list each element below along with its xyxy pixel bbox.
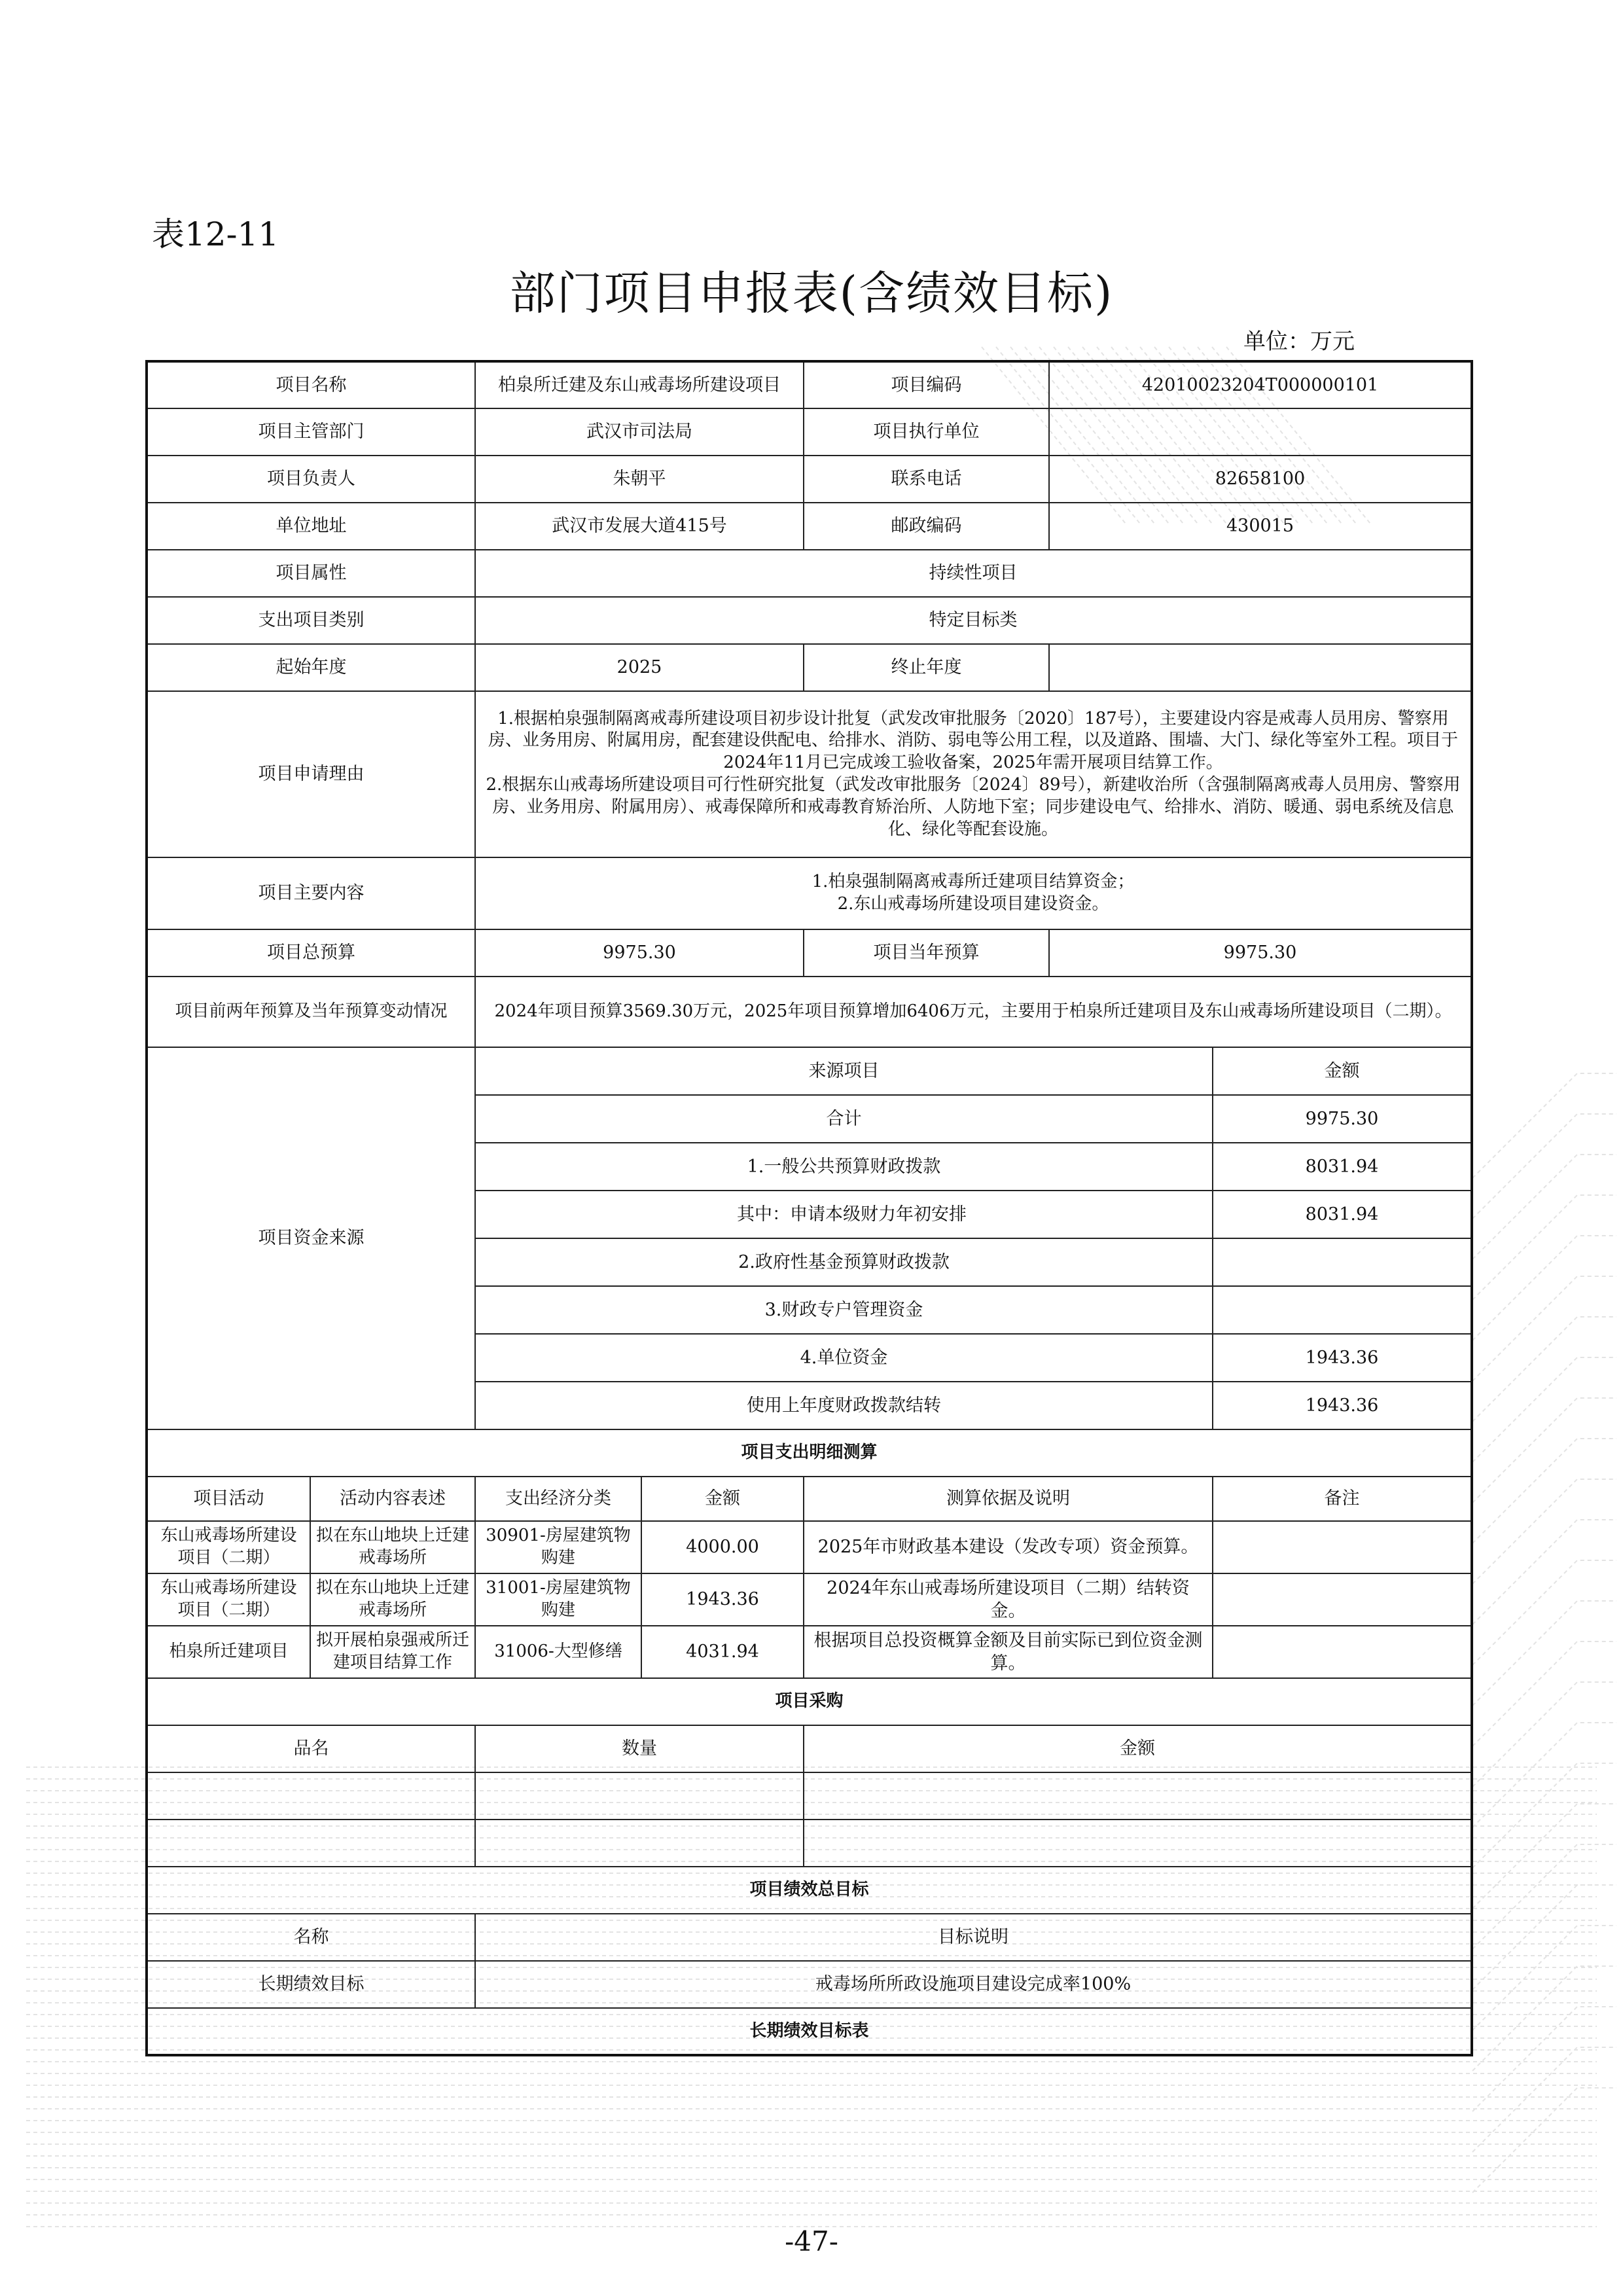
end-year-label: 终止年度 <box>804 644 1049 691</box>
expense-activity: 柏泉所迁建项目 <box>147 1626 310 1678</box>
funding-amount-header: 金额 <box>1213 1047 1472 1095</box>
procurement-amount <box>804 1772 1472 1820</box>
expense-amount: 1943.36 <box>641 1573 804 1626</box>
table-number: 表12-11 <box>152 215 279 253</box>
funding-source-amount <box>1213 1238 1472 1286</box>
row-dept <box>147 408 1472 456</box>
expense-header-desc: 活动内容表述 <box>310 1477 475 1521</box>
funding-source-amount <box>1213 1286 1472 1334</box>
performance-section-title-row <box>147 1867 1472 1914</box>
row-budget-change <box>147 977 1472 1047</box>
dept-label: 项目主管部门 <box>147 408 475 456</box>
expense-remark <box>1213 1626 1472 1678</box>
category-value: 特定目标类 <box>475 597 1472 644</box>
budget-change-label: 项目前两年预算及当年预算变动情况 <box>147 977 475 1047</box>
procurement-amount <box>804 1820 1472 1867</box>
procurement-qty <box>475 1772 804 1820</box>
current-budget-value: 9975.30 <box>1049 929 1472 977</box>
current-budget-label: 项目当年预算 <box>804 929 1049 977</box>
row-content <box>147 857 1472 929</box>
expense-header-row <box>147 1477 1472 1521</box>
total-budget-value: 9975.30 <box>475 929 804 977</box>
funding-source-name: 3.财政专户管理资金 <box>475 1286 1213 1334</box>
expense-desc: 拟在东山地块上迁建戒毒场所 <box>310 1521 475 1573</box>
row-reason <box>147 691 1472 857</box>
long-term-goal-label: 长期绩效目标 <box>147 1961 475 2008</box>
page-number: -47- <box>785 2225 838 2257</box>
reason-label: 项目申请理由 <box>147 691 475 857</box>
leader-value: 朱朝平 <box>475 456 804 503</box>
performance-long-term-row <box>147 1961 1472 2008</box>
expense-basis: 根据项目总投资概算金额及目前实际已到位资金测算。 <box>804 1626 1213 1678</box>
funding-header-row <box>147 1047 1472 1095</box>
end-year-value <box>1049 644 1472 691</box>
address-label: 单位地址 <box>147 503 475 550</box>
unit-label: 单位：万元 <box>1243 329 1355 355</box>
expense-header-remark: 备注 <box>1213 1477 1472 1521</box>
content-text: 1.柏泉强制隔离戒毒所迁建项目结算资金； 2.东山戒毒场所建设项目建设资金。 <box>475 857 1472 929</box>
performance-desc-header: 目标说明 <box>475 1914 1472 1961</box>
budget-change-text: 2024年项目预算3569.30万元，2025年项目预算增加6406万元，主要用于柏泉所迁建项目及东山戒毒场所建设项目（二期）。 <box>475 977 1472 1047</box>
phone-value: 82658100 <box>1049 456 1472 503</box>
funding-source-header: 来源项目 <box>475 1047 1213 1095</box>
exec-unit-value <box>1049 408 1472 456</box>
funding-source-name: 使用上年度财政拨款结转 <box>475 1382 1213 1429</box>
project-name-value: 柏泉所迁建及东山戒毒场所建设项目 <box>475 361 804 408</box>
expense-econ: 31001-房屋建筑物购建 <box>475 1573 641 1626</box>
leader-label: 项目负责人 <box>147 456 475 503</box>
funding-source-amount: 1943.36 <box>1213 1334 1472 1382</box>
content-label: 项目主要内容 <box>147 857 475 929</box>
expense-basis: 2024年东山戒毒场所建设项目（二期）结转资金。 <box>804 1573 1213 1626</box>
dept-value: 武汉市司法局 <box>475 408 804 456</box>
attr-value: 持续性项目 <box>475 550 1472 597</box>
performance-header-row <box>147 1914 1472 1961</box>
procurement-qty <box>475 1820 804 1867</box>
procurement-row <box>147 1820 1472 1867</box>
procurement-section-title-row <box>147 1678 1472 1725</box>
funding-source-name: 4.单位资金 <box>475 1334 1213 1382</box>
performance-section-title: 项目绩效总目标 <box>147 1867 1472 1914</box>
phone-label: 联系电话 <box>804 456 1049 503</box>
performance-name-header: 名称 <box>147 1914 475 1961</box>
start-year-label: 起始年度 <box>147 644 475 691</box>
funding-source-name: 2.政府性基金预算财政拨款 <box>475 1238 1213 1286</box>
expense-header-basis: 测算依据及说明 <box>804 1477 1213 1521</box>
long-term-goal-value: 戒毒场所所政设施项目建设完成率100% <box>475 1961 1472 2008</box>
row-attr <box>147 550 1472 597</box>
attr-label: 项目属性 <box>147 550 475 597</box>
long-term-table-title-row <box>147 2008 1472 2055</box>
long-term-table-title: 长期绩效目标表 <box>147 2008 1472 2055</box>
project-code-label: 项目编码 <box>804 361 1049 408</box>
procurement-header-qty: 数量 <box>475 1725 804 1772</box>
total-budget-label: 项目总预算 <box>147 929 475 977</box>
expense-desc: 拟开展柏泉强戒所迁建项目结算工作 <box>310 1626 475 1678</box>
procurement-section-title: 项目采购 <box>147 1678 1472 1725</box>
row-leader <box>147 456 1472 503</box>
project-code-value: 42010023204T000000101 <box>1049 361 1472 408</box>
funding-source-amount: 8031.94 <box>1213 1143 1472 1191</box>
expense-section-title-row <box>147 1429 1472 1477</box>
project-declaration-table <box>145 360 1473 2056</box>
funding-source-name: 其中：申请本级财力年初安排 <box>475 1191 1213 1238</box>
row-project-name <box>147 361 1472 408</box>
expense-desc: 拟在东山地块上迁建戒毒场所 <box>310 1573 475 1626</box>
row-budget <box>147 929 1472 977</box>
row-address <box>147 503 1472 550</box>
page-title: 部门项目申报表(含绩效目标) <box>509 266 1114 320</box>
expense-row <box>147 1573 1472 1626</box>
expense-econ: 30901-房屋建筑物购建 <box>475 1521 641 1573</box>
expense-activity: 东山戒毒场所建设项目（二期） <box>147 1573 310 1626</box>
expense-remark <box>1213 1521 1472 1573</box>
expense-remark <box>1213 1573 1472 1626</box>
address-value: 武汉市发展大道415号 <box>475 503 804 550</box>
expense-header-activity: 项目活动 <box>147 1477 310 1521</box>
expense-amount: 4000.00 <box>641 1521 804 1573</box>
expense-amount: 4031.94 <box>641 1626 804 1678</box>
expense-section-title: 项目支出明细测算 <box>147 1429 1472 1477</box>
exec-unit-label: 项目执行单位 <box>804 408 1049 456</box>
procurement-name <box>147 1820 475 1867</box>
row-category <box>147 597 1472 644</box>
procurement-row <box>147 1772 1472 1820</box>
expense-header-econ: 支出经济分类 <box>475 1477 641 1521</box>
procurement-name <box>147 1772 475 1820</box>
postcode-label: 邮政编码 <box>804 503 1049 550</box>
expense-basis: 2025年市财政基本建设（发改专项）资金预算。 <box>804 1521 1213 1573</box>
procurement-header-amount: 金额 <box>804 1725 1472 1772</box>
procurement-header-name: 品名 <box>147 1725 475 1772</box>
row-years <box>147 644 1472 691</box>
postcode-value: 430015 <box>1049 503 1472 550</box>
project-name-label: 项目名称 <box>147 361 475 408</box>
funding-source-name: 1.一般公共预算财政拨款 <box>475 1143 1213 1191</box>
reason-text: 1.根据柏泉强制隔离戒毒所建设项目初步设计批复（武发改审批服务〔2020〕187号），主要建设内容是戒毒人员用房、警察用房、业务用房、附属用房，配套建设供配电、给排水、消防、弱电等公用工程，以及道路、围墙、大门、绿化等室外工程。项目于2024年11月已完成竣工验收备案，2025年需开展项目结算工作。 2.根据东山戒毒场所建设项目可行性研究批复（武发改审批服务〔2024〕89号），新建收治所（含强制隔离戒毒人员用房、警察用房、业务用房、附属用房）、戒毒保障所和戒毒教育矫治所、人防地下室；同步建设电气、给排水、消防、暖通、弱电系统及信息化、绿化等配套设施。 <box>475 691 1472 857</box>
expense-header-amount: 金额 <box>641 1477 804 1521</box>
funding-source-amount: 9975.30 <box>1213 1095 1472 1143</box>
funding-source-amount: 1943.36 <box>1213 1382 1472 1429</box>
expense-row <box>147 1521 1472 1573</box>
start-year-value: 2025 <box>475 644 804 691</box>
expense-activity: 东山戒毒场所建设项目（二期） <box>147 1521 310 1573</box>
category-label: 支出项目类别 <box>147 597 475 644</box>
expense-econ: 31006-大型修缮 <box>475 1626 641 1678</box>
funding-source-name: 合计 <box>475 1095 1213 1143</box>
expense-row <box>147 1626 1472 1678</box>
funding-source-amount: 8031.94 <box>1213 1191 1472 1238</box>
procurement-header-row <box>147 1725 1472 1772</box>
funding-source-label: 项目资金来源 <box>147 1047 475 1429</box>
